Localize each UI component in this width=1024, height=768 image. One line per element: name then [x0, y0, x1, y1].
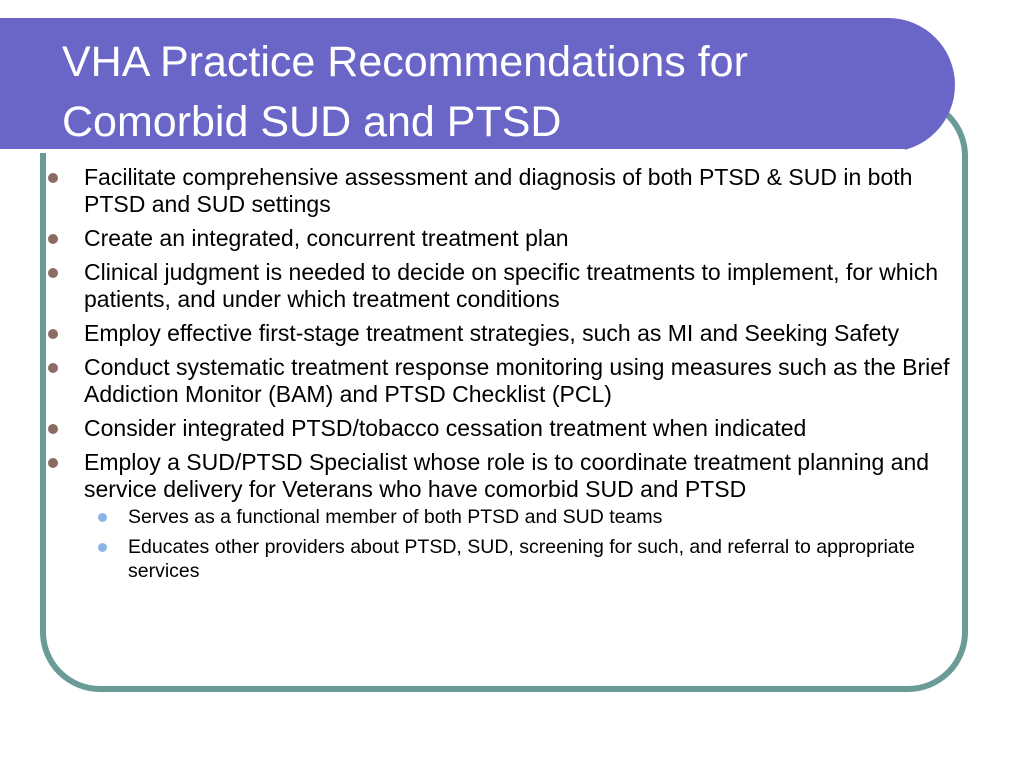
list-item [48, 225, 964, 252]
list-item-text: Consider integrated PTSD/tobacco cessation treatment when indicated [84, 415, 807, 441]
bullet-dot-icon [48, 268, 58, 278]
sub-bullet-dot-icon [98, 513, 107, 522]
list-item [48, 259, 964, 313]
list-item [48, 354, 964, 408]
bullet-dot-icon [48, 173, 58, 183]
bullet-dot-icon [48, 424, 58, 434]
list-item [48, 415, 964, 442]
list-item-text: Conduct systematic treatment response monitoring using measures such as the Brief Addiction Monitor (BAM) and PTSD Checklist (PCL) [84, 354, 950, 407]
title-underline [0, 149, 905, 153]
title-line-2: Comorbid SUD and PTSD [62, 98, 562, 146]
sub-list-item-text: Serves as a functional member of both PTSD and SUD teams [128, 506, 663, 528]
sub-bullet-dot-icon [98, 543, 107, 552]
list-item [48, 164, 964, 218]
list-item [48, 449, 964, 583]
bullet-list [48, 164, 964, 590]
sub-list-item-text: Educates other providers about PTSD, SUD, screening for such, and referral to appropriate services [128, 536, 915, 582]
title-bar [0, 18, 955, 152]
sub-list-item [84, 505, 964, 529]
bullet-dot-icon [48, 458, 58, 468]
list-item-text: Facilitate comprehensive assessment and diagnosis of both PTSD & SUD in both PTSD and SUD settings [84, 164, 913, 217]
sub-bullet-list [84, 505, 964, 583]
list-item-text: Clinical judgment is needed to decide on specific treatments to implement, for which patients, and under which treatment conditions [84, 259, 938, 312]
slide-title [62, 32, 922, 152]
bullet-dot-icon [48, 234, 58, 244]
bullet-dot-icon [48, 363, 58, 373]
list-item-text: Create an integrated, concurrent treatment plan [84, 225, 569, 251]
title-line-1: VHA Practice Recommendations for [62, 38, 748, 86]
list-item [48, 320, 964, 347]
list-item-text: Employ a SUD/PTSD Specialist whose role is to coordinate treatment planning and service delivery for Veterans who have comorbid SUD and PTSD [84, 449, 930, 502]
list-item-text: Employ effective first-stage treatment strategies, such as MI and Seeking Safety [84, 320, 900, 346]
bullet-dot-icon [48, 329, 58, 339]
sub-list-item [84, 535, 964, 583]
